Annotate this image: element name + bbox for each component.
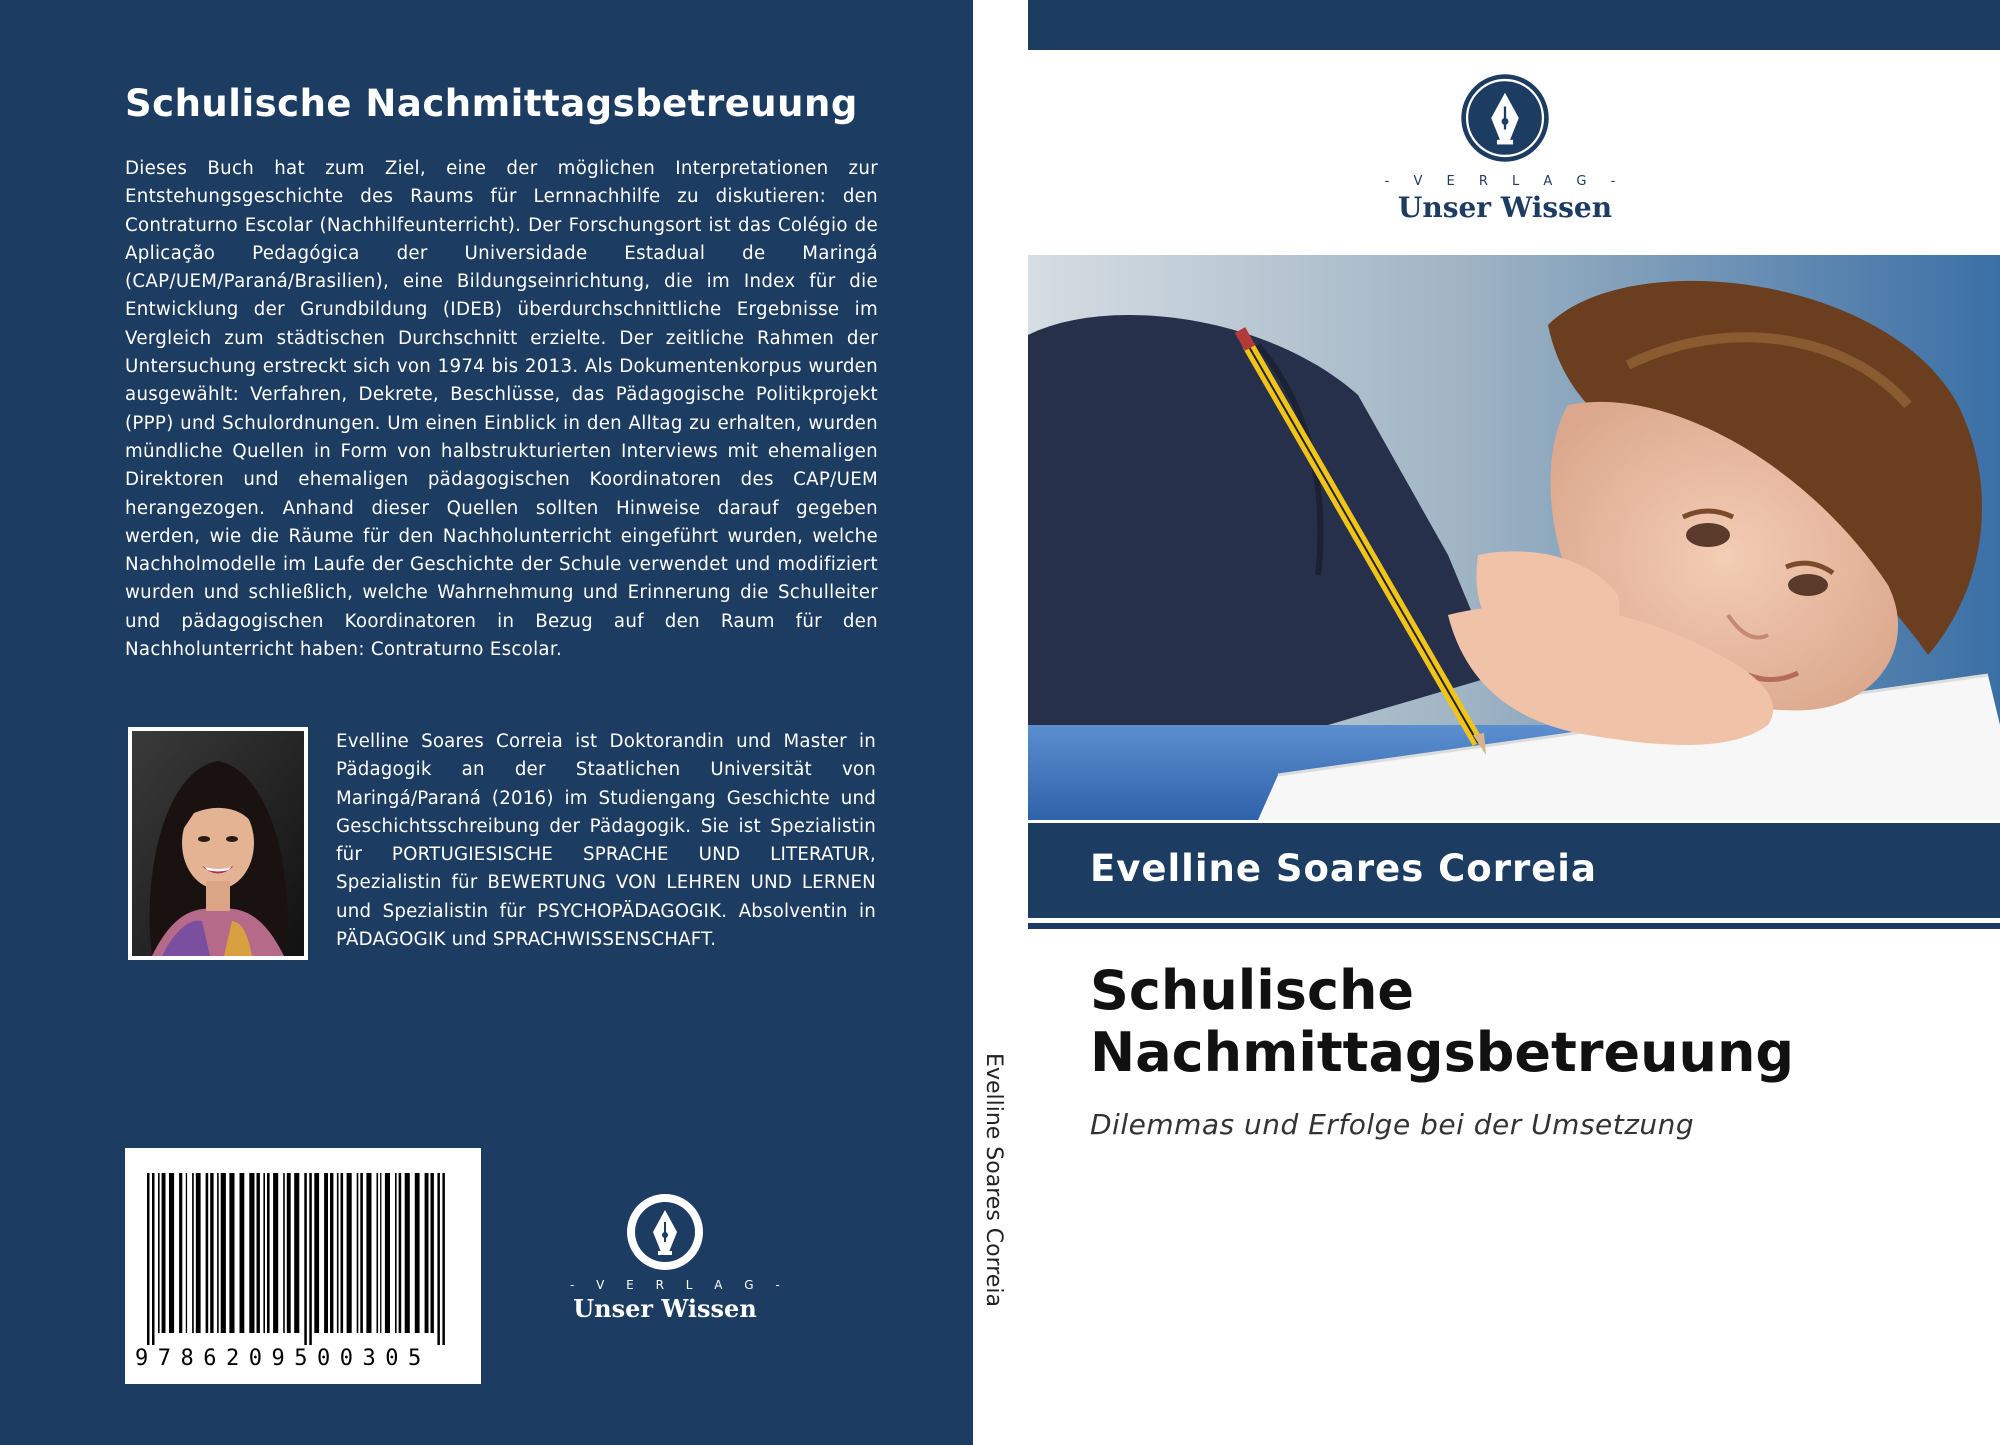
publisher-name: Unser Wissen: [573, 1294, 757, 1323]
barcode-bar: [158, 1173, 160, 1333]
publisher-verlag-label: - V E R L A G -: [1384, 174, 1626, 189]
barcode-bar: [347, 1173, 352, 1333]
front-title: [1090, 960, 1970, 1084]
barcode-bar: [294, 1173, 299, 1333]
fountain-pen-nib-icon: [1459, 72, 1551, 164]
barcode-bar: [169, 1173, 174, 1333]
barcode-bar: [415, 1173, 420, 1333]
divider: [1028, 923, 2000, 929]
barcode-bar: [314, 1173, 319, 1333]
author-bio: Evelline Soares Correia ist Doktorandin und Master in Pädagogik an der Staatlichen Universität von Maringá/Paraná (2016) im Studiengang Geschichte und Geschichtsschreibung der Pädagogik. Sie ist Spezialistin für PORTUGIESISCHE SPRACHE UND LITERATUR, Spezialistin für BEWERTUNG VON LEHREN UND LERNEN und Spezialistin für PSYCHOPÄDAGOGIK. Absolventin in PÄDAGOGIK und SPRACHWISSENSCHAFT.: [336, 731, 876, 951]
barcode-bar: [341, 1173, 344, 1333]
boy-writing-illustration: [1028, 255, 2000, 820]
barcode-bar: [324, 1173, 328, 1333]
barcode-bar: [380, 1173, 381, 1333]
front-title-line-1: Schulische: [1090, 959, 1415, 1022]
isbn-barcode: [125, 1148, 481, 1384]
barcode-bar: [249, 1173, 254, 1333]
barcode-bar: [330, 1173, 333, 1333]
barcode-bar: [192, 1173, 194, 1333]
front-subtitle: Dilemmas und Erfolge bei der Umsetzung: [1090, 1108, 1695, 1141]
barcode-bar: [240, 1173, 245, 1333]
isbn-number: 9786209500305: [135, 1346, 431, 1371]
barcode-bar: [442, 1173, 445, 1345]
front-author-name: Evelline Soares Correia: [1090, 847, 1597, 890]
barcode-bar: [196, 1173, 201, 1333]
barcode-bar: [263, 1173, 265, 1333]
barcode-bar: [210, 1173, 213, 1333]
barcode-bar: [437, 1173, 440, 1345]
barcode-bar: [221, 1173, 226, 1333]
barcode-bar: [162, 1173, 166, 1333]
barcode-bar: [217, 1173, 219, 1333]
spine-author-text: Evelline Soares Correia: [981, 1053, 1006, 1307]
barcode-bar: [152, 1173, 155, 1345]
barcode-bar: [405, 1173, 410, 1333]
front-author-bar: [1028, 823, 2000, 918]
barcode-bar: [366, 1173, 371, 1333]
barcode-bar: [357, 1173, 359, 1333]
barcode-bar: [309, 1173, 312, 1345]
front-top-bar: [1028, 0, 2000, 50]
barcode-bar: [399, 1173, 402, 1333]
barcode-bar: [287, 1173, 291, 1333]
barcode-bar: [186, 1173, 187, 1333]
barcode-bar: [147, 1173, 150, 1345]
barcode-bar: [360, 1173, 363, 1333]
back-cover-title: Schulische Nachmittagsbetreuung: [125, 82, 858, 125]
author-portrait-icon: [132, 731, 304, 956]
barcode-bar: [229, 1173, 234, 1333]
author-photo: [128, 727, 308, 960]
barcode-bar: [431, 1173, 434, 1333]
back-publisher-logo: [570, 1192, 789, 1332]
barcode-bar: [206, 1173, 209, 1333]
front-publisher-logo: [1380, 72, 1630, 222]
barcode-bars: [145, 1173, 463, 1345]
barcode-bar: [273, 1173, 278, 1333]
barcode-bar: [283, 1173, 285, 1333]
book-blurb: Dieses Buch hat zum Ziel, eine der möglichen Interpretationen zur Entstehungsgeschichte des Raums für Lernnachhilfe zu diskutieren: den Contraturno Escolar (Nachhilfeunterricht). Der Forschungsort ist das Colégio de Aplicação Pedagógica der Universidade Estadual de Maringá (CAP/UEM/Paraná/Brasilien), eine Bildungseinrichtung, die im Index für die Entwicklung der Grundbildung (IDEB) überdurchschnittliche Ergebnisse im Vergleich zum städtischen Durchschnitt erzielte. Der zeitliche Rahmen der Untersuchung erstreckt sich von 1974 bis 2013. Als Dokumentenkorpus wurden ausgewählt: Verfahren, Dekrete, Beschlüsse, das Pädagogische Politikprojekt (PPP) und Schulordnungen. Um einen Einblick in den Alltag zu erhalten, wurden mündliche Quellen in Form von halbstrukturierten Interviews mit ehemaligen Direktoren und ehemaligen pädagogischen Koordinatoren des CAP/UEM herangezogen. Anhand dieser Quellen sollten Hinweise darauf gegeben werden, wie die Räume für den Nachholunterricht eingeführt wurden, welche Nachholmodelle im Laufe der Geschichte der Schule verwendet und modifiziert wurden und schließlich, welche Wahrnehmung und Erinnerung die Schulleiter und pädagogischen Koordinatoren in Bezug auf den Raum für den Nachholunterricht haben: Contraturno Escolar.: [125, 158, 878, 661]
barcode-bar: [179, 1173, 182, 1333]
barcode-bar: [377, 1173, 379, 1333]
barcode-bar: [304, 1173, 307, 1345]
front-title-line-2: Nachmittagsbetreuung: [1090, 1021, 1795, 1084]
barcode-bar: [337, 1173, 339, 1333]
barcode-bar: [395, 1173, 397, 1333]
fountain-pen-nib-icon: [625, 1192, 705, 1272]
barcode-bar: [425, 1173, 429, 1333]
publisher-name: Unser Wissen: [1397, 191, 1613, 224]
barcode-bar: [257, 1173, 260, 1333]
publisher-verlag-label: - V E R L A G -: [570, 1278, 789, 1292]
barcode-bar: [267, 1173, 270, 1333]
barcode-bar: [385, 1173, 390, 1333]
cover-photo: [1028, 255, 2000, 820]
